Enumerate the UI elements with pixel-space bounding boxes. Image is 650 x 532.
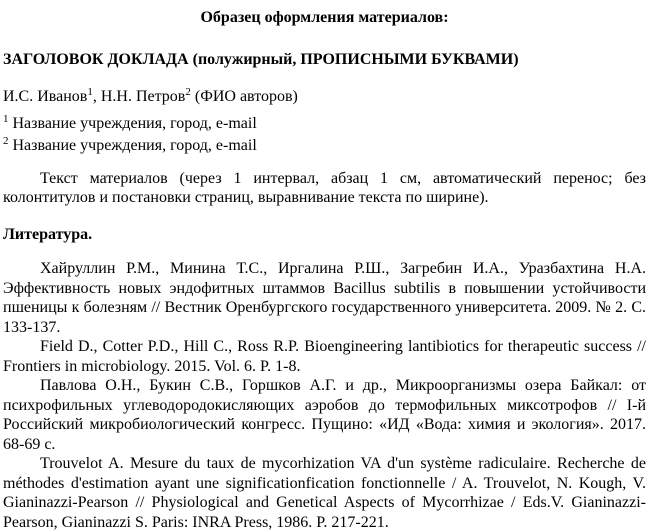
author-1: И.С. Иванов bbox=[3, 88, 88, 105]
affiliation-1-superscript: 1 bbox=[3, 112, 9, 125]
author-1-superscript: 1 bbox=[87, 86, 93, 98]
reference-item: Trouvelot A. Mesure du taux de mycorhization VA d'un système radiculaire. Recherche de méthodes d'estimation ayant une significationfication fonctionnelle / A. Trouvelot, N. Kough, V. Gianinazzi-Pearson // Physiological and Genetical Aspects of Mycorrhizae / Eds.V. Gianinazzi-Pearson, Gianinazzi S. Paris: INRA Press, 1986. P. 217-221. bbox=[3, 455, 646, 531]
reference-item: Павлова О.Н., Букин С.В., Горшков А.Г. и др., Микроорганизмы озера Байкал: от психрофильных углеводородокисляющих аэробов до термофильных миксотрофов // I-й Российский микробиологический конгресс. Пущино: «ИД «Вода: химия и экология». 2017. 68-69 с. bbox=[3, 377, 646, 453]
author-2: Н.Н. Петров bbox=[100, 88, 186, 105]
affiliation-2-text: Название учреждения, город, e-mail bbox=[8, 136, 257, 154]
affiliation-1 bbox=[3, 113, 646, 135]
reference-item: Хайруллин Р.М., Минина Т.С., Иргалина Р.Ш., Загребин И.А., Уразбахтина Н.А. Эффективность новых эндофитных штаммов Bacillus subtilis в повышении устойчивости пшеницы к болезням // Вестник Оренбургского государственного университета. 2009. № 2. С. 133-137. bbox=[3, 260, 646, 336]
authors-note: (ФИО авторов) bbox=[190, 88, 298, 105]
reference-list bbox=[3, 259, 646, 532]
body-paragraph: Текст материалов (через 1 интервал, абзац 1 см, автоматический перенос; без колонтитулов и постановки страниц, выравнивание текста по ширине). bbox=[3, 169, 646, 206]
authors-separator: , bbox=[92, 88, 101, 105]
report-heading: ЗАГОЛОВОК ДОКЛАДА (полужирный, ПРОПИСНЫМИ БУКВАМИ) bbox=[3, 50, 519, 68]
literature-heading: Литература. bbox=[3, 225, 93, 243]
affiliations bbox=[3, 113, 646, 157]
affiliation-2 bbox=[3, 135, 646, 157]
affiliation-2-superscript: 2 bbox=[3, 134, 9, 147]
authors-line bbox=[3, 87, 646, 107]
affiliation-1-text: Название учреждения, город, e-mail bbox=[8, 114, 257, 132]
reference-item: Field D., Cotter P.D., Hill C., Ross R.P. Bioengineering lantibiotics for therapeutic success // Frontiers in microbiology. 2015. Vol. 6. P. 1-8. bbox=[3, 338, 646, 375]
page-title: Образец оформления материалов: bbox=[200, 9, 449, 26]
author-2-superscript: 2 bbox=[185, 86, 191, 98]
